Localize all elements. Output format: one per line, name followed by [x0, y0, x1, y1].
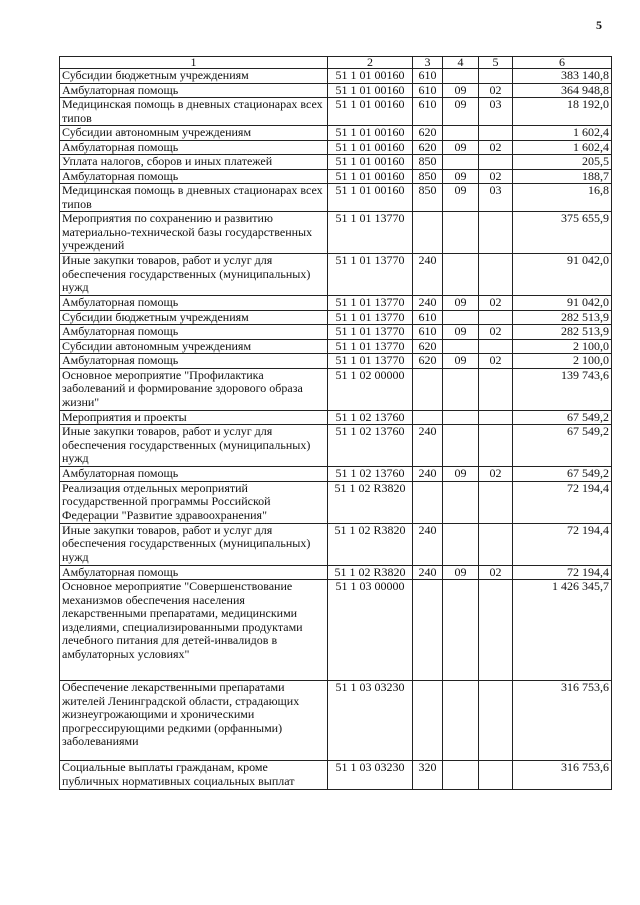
cell-section: 09 [443, 140, 479, 155]
cell-vr: 620 [413, 339, 443, 354]
table-row [60, 325, 612, 340]
cell-code: 51 1 01 13770 [328, 354, 413, 369]
cell-vr: 240 [413, 296, 443, 311]
cell-code: 51 1 01 13770 [328, 212, 413, 254]
cell-code: 51 1 02 R3820 [328, 565, 413, 580]
cell-code: 51 1 01 13770 [328, 339, 413, 354]
cell-subsection [479, 580, 513, 681]
cell-code: 51 1 01 13770 [328, 325, 413, 340]
cell-subsection [479, 523, 513, 565]
cell-section: 09 [443, 184, 479, 212]
cell-vr: 850 [413, 155, 443, 170]
table-row [60, 481, 612, 523]
cell-sum: 2 100,0 [513, 354, 612, 369]
cell-subsection: 02 [479, 467, 513, 482]
cell-section [443, 580, 479, 681]
cell-section: 09 [443, 467, 479, 482]
cell-code: 51 1 02 00000 [328, 368, 413, 410]
cell-sum: 316 753,6 [513, 761, 612, 790]
cell-code: 51 1 03 03230 [328, 761, 413, 790]
cell-code: 51 1 02 13760 [328, 467, 413, 482]
cell-sum: 72 194,4 [513, 565, 612, 580]
cell-code: 51 1 01 00160 [328, 140, 413, 155]
cell-subsection [479, 310, 513, 325]
table-row [60, 310, 612, 325]
cell-subsection [479, 155, 513, 170]
cell-code: 51 1 01 00160 [328, 69, 413, 84]
table-row [60, 212, 612, 254]
cell-section: 09 [443, 565, 479, 580]
cell-section [443, 761, 479, 790]
cell-subsection [479, 368, 513, 410]
cell-sum: 91 042,0 [513, 254, 612, 296]
cell-section [443, 523, 479, 565]
cell-sum: 375 655,9 [513, 212, 612, 254]
cell-subsection: 02 [479, 325, 513, 340]
cell-section: 09 [443, 296, 479, 311]
cell-sum: 188,7 [513, 169, 612, 184]
cell-sum: 1 602,4 [513, 140, 612, 155]
cell-section [443, 425, 479, 467]
table-row [60, 354, 612, 369]
cell-name: Субсидии автономным учреждениям [60, 126, 328, 141]
cell-name: Медицинская помощь в дневных стационарах всех типов [60, 98, 328, 126]
table-row [60, 580, 612, 681]
cell-vr: 240 [413, 425, 443, 467]
cell-section [443, 254, 479, 296]
header-cell-section: 4 [443, 57, 479, 69]
cell-vr: 320 [413, 761, 443, 790]
cell-subsection: 02 [479, 83, 513, 98]
cell-subsection: 02 [479, 296, 513, 311]
table-row [60, 339, 612, 354]
cell-section: 09 [443, 354, 479, 369]
cell-sum: 91 042,0 [513, 296, 612, 311]
cell-sum: 1 602,4 [513, 126, 612, 141]
cell-code: 51 1 02 13760 [328, 410, 413, 425]
cell-subsection [479, 69, 513, 84]
cell-name: Основное мероприятие "Профилактика заболеваний и формирование здорового образа жизни" [60, 368, 328, 410]
cell-vr: 620 [413, 354, 443, 369]
cell-code: 51 1 01 13770 [328, 296, 413, 311]
cell-name: Иные закупки товаров, работ и услуг для обеспечения государственных (муниципальных) нужд [60, 254, 328, 296]
cell-name: Субсидии бюджетным учреждениям [60, 69, 328, 84]
cell-vr [413, 410, 443, 425]
table-row [60, 126, 612, 141]
cell-subsection [479, 425, 513, 467]
header-cell-sum: 6 [513, 57, 612, 69]
cell-section [443, 481, 479, 523]
table-row [60, 184, 612, 212]
cell-sum: 67 549,2 [513, 410, 612, 425]
cell-subsection [479, 212, 513, 254]
cell-section: 09 [443, 169, 479, 184]
cell-code: 51 1 02 13760 [328, 425, 413, 467]
cell-code: 51 1 01 00160 [328, 83, 413, 98]
cell-name: Иные закупки товаров, работ и услуг для обеспечения государственных (муниципальных) нужд [60, 523, 328, 565]
cell-code: 51 1 03 03230 [328, 681, 413, 761]
table-row [60, 425, 612, 467]
cell-section: 09 [443, 98, 479, 126]
cell-code: 51 1 01 13770 [328, 310, 413, 325]
table-row [60, 565, 612, 580]
cell-sum: 2 100,0 [513, 339, 612, 354]
cell-subsection: 03 [479, 184, 513, 212]
cell-section: 09 [443, 325, 479, 340]
cell-code: 51 1 02 R3820 [328, 481, 413, 523]
cell-name: Мероприятия по сохранению и развитию материально-технической базы государственных учреждений [60, 212, 328, 254]
cell-subsection [479, 126, 513, 141]
cell-code: 51 1 02 R3820 [328, 523, 413, 565]
table-row [60, 368, 612, 410]
cell-vr: 610 [413, 325, 443, 340]
cell-code: 51 1 03 00000 [328, 580, 413, 681]
cell-vr [413, 368, 443, 410]
cell-subsection: 03 [479, 98, 513, 126]
cell-subsection [479, 761, 513, 790]
cell-section [443, 339, 479, 354]
cell-name: Реализация отдельных мероприятий государственной программы Российской Федерации "Развитие здравоохранения" [60, 481, 328, 523]
cell-vr: 850 [413, 184, 443, 212]
table-row [60, 296, 612, 311]
cell-vr: 240 [413, 523, 443, 565]
cell-vr: 610 [413, 83, 443, 98]
cell-sum: 205,5 [513, 155, 612, 170]
cell-section [443, 126, 479, 141]
cell-name: Амбулаторная помощь [60, 565, 328, 580]
cell-name: Уплата налогов, сборов и иных платежей [60, 155, 328, 170]
cell-subsection [479, 681, 513, 761]
cell-vr [413, 212, 443, 254]
table-row [60, 681, 612, 761]
table-row [60, 69, 612, 84]
table-header-row [60, 57, 612, 69]
table-row [60, 254, 612, 296]
cell-section [443, 212, 479, 254]
header-cell-name: 1 [60, 57, 328, 69]
cell-sum: 282 513,9 [513, 310, 612, 325]
cell-sum: 67 549,2 [513, 425, 612, 467]
cell-vr [413, 681, 443, 761]
cell-code: 51 1 01 00160 [328, 126, 413, 141]
cell-sum: 16,8 [513, 184, 612, 212]
cell-name: Медицинская помощь в дневных стационарах всех типов [60, 184, 328, 212]
header-cell-subsection: 5 [479, 57, 513, 69]
cell-sum: 139 743,6 [513, 368, 612, 410]
cell-subsection: 02 [479, 354, 513, 369]
cell-vr: 240 [413, 467, 443, 482]
cell-sum: 67 549,2 [513, 467, 612, 482]
cell-name: Социальные выплаты гражданам, кроме публичных нормативных социальных выплат [60, 761, 328, 790]
cell-subsection: 02 [479, 169, 513, 184]
cell-name: Амбулаторная помощь [60, 354, 328, 369]
cell-section [443, 368, 479, 410]
page-number: 5 [596, 18, 602, 32]
header-cell-vr: 3 [413, 57, 443, 69]
table-row [60, 467, 612, 482]
cell-sum: 72 194,4 [513, 481, 612, 523]
cell-name: Иные закупки товаров, работ и услуг для обеспечения государственных (муниципальных) нужд [60, 425, 328, 467]
cell-sum: 72 194,4 [513, 523, 612, 565]
cell-sum: 316 753,6 [513, 681, 612, 761]
cell-name: Мероприятия и проекты [60, 410, 328, 425]
cell-section [443, 310, 479, 325]
cell-code: 51 1 01 13770 [328, 254, 413, 296]
cell-code: 51 1 01 00160 [328, 155, 413, 170]
cell-section: 09 [443, 83, 479, 98]
cell-sum: 18 192,0 [513, 98, 612, 126]
table-row [60, 410, 612, 425]
cell-section [443, 681, 479, 761]
cell-name: Субсидии автономным учреждениям [60, 339, 328, 354]
cell-code: 51 1 01 00160 [328, 169, 413, 184]
table-row [60, 155, 612, 170]
cell-subsection [479, 254, 513, 296]
cell-section [443, 69, 479, 84]
cell-vr: 620 [413, 126, 443, 141]
cell-vr: 240 [413, 254, 443, 296]
cell-vr: 850 [413, 169, 443, 184]
cell-name: Амбулаторная помощь [60, 169, 328, 184]
cell-vr [413, 481, 443, 523]
table-row [60, 761, 612, 790]
cell-vr: 610 [413, 69, 443, 84]
budget-table [59, 56, 612, 790]
cell-name: Амбулаторная помощь [60, 296, 328, 311]
table-row [60, 169, 612, 184]
header-cell-code: 2 [328, 57, 413, 69]
cell-sum: 383 140,8 [513, 69, 612, 84]
cell-vr: 610 [413, 310, 443, 325]
cell-subsection: 02 [479, 140, 513, 155]
cell-name: Обеспечение лекарственными препаратами жителей Ленинградской области, страдающих жизнеугрожающими и хроническими прогрессирующими редкими (орфанными) заболеваниями [60, 681, 328, 761]
cell-section [443, 410, 479, 425]
cell-subsection [479, 481, 513, 523]
cell-name: Субсидии бюджетным учреждениям [60, 310, 328, 325]
table-row [60, 83, 612, 98]
cell-name: Амбулаторная помощь [60, 140, 328, 155]
cell-subsection [479, 339, 513, 354]
cell-name: Амбулаторная помощь [60, 325, 328, 340]
cell-vr: 240 [413, 565, 443, 580]
cell-code: 51 1 01 00160 [328, 184, 413, 212]
table-row [60, 523, 612, 565]
table-row [60, 140, 612, 155]
cell-vr: 620 [413, 140, 443, 155]
cell-name: Амбулаторная помощь [60, 83, 328, 98]
cell-name: Основное мероприятие "Совершенствование механизмов обеспечения населения лекарственными препаратами, медицинскими изделиями, специализированными продуктами лечебного питания для детей-инвалидов в амбулаторных условиях" [60, 580, 328, 681]
cell-vr: 610 [413, 98, 443, 126]
cell-sum: 282 513,9 [513, 325, 612, 340]
cell-name: Амбулаторная помощь [60, 467, 328, 482]
table-row [60, 98, 612, 126]
cell-section [443, 155, 479, 170]
cell-sum: 1 426 345,7 [513, 580, 612, 681]
cell-subsection: 02 [479, 565, 513, 580]
cell-vr [413, 580, 443, 681]
cell-sum: 364 948,8 [513, 83, 612, 98]
cell-code: 51 1 01 00160 [328, 98, 413, 126]
cell-subsection [479, 410, 513, 425]
